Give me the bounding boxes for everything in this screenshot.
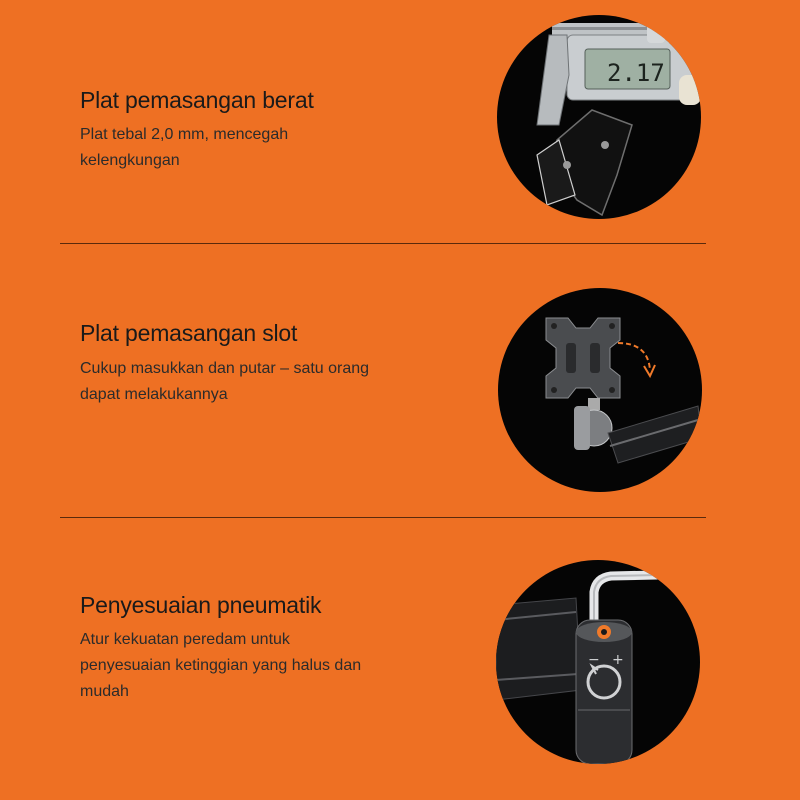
caliper-photo xyxy=(497,15,701,219)
pneumatic-arm-photo xyxy=(496,560,700,764)
caliper-reading: 2.17 xyxy=(607,59,665,87)
slot-plate-photo xyxy=(498,288,702,492)
description-line: Cukup masukkan dan putar – satu orang xyxy=(80,360,370,377)
description-line: Atur kekuatan peredam untuk xyxy=(80,631,290,648)
description-line: Plat tebal 2,0 mm, mencegah xyxy=(80,126,289,143)
svg-text:+: + xyxy=(612,652,624,668)
description-line: kelengkungan xyxy=(80,152,180,169)
feature-description xyxy=(80,627,440,705)
feature-title: Penyesuaian pneumatik xyxy=(80,592,322,618)
section-divider xyxy=(60,517,706,518)
feature-title: Plat pemasangan berat xyxy=(80,87,314,113)
section-divider xyxy=(60,243,706,244)
description-line: dapat melakukannya xyxy=(80,386,228,403)
svg-text:−: − xyxy=(588,652,600,668)
description-line: mudah xyxy=(80,683,129,700)
feature-description xyxy=(80,122,440,174)
feature-title: Plat pemasangan slot xyxy=(80,320,298,346)
description-line: penyesuaian ketinggian yang halus dan xyxy=(80,657,362,674)
feature-description xyxy=(80,356,440,408)
